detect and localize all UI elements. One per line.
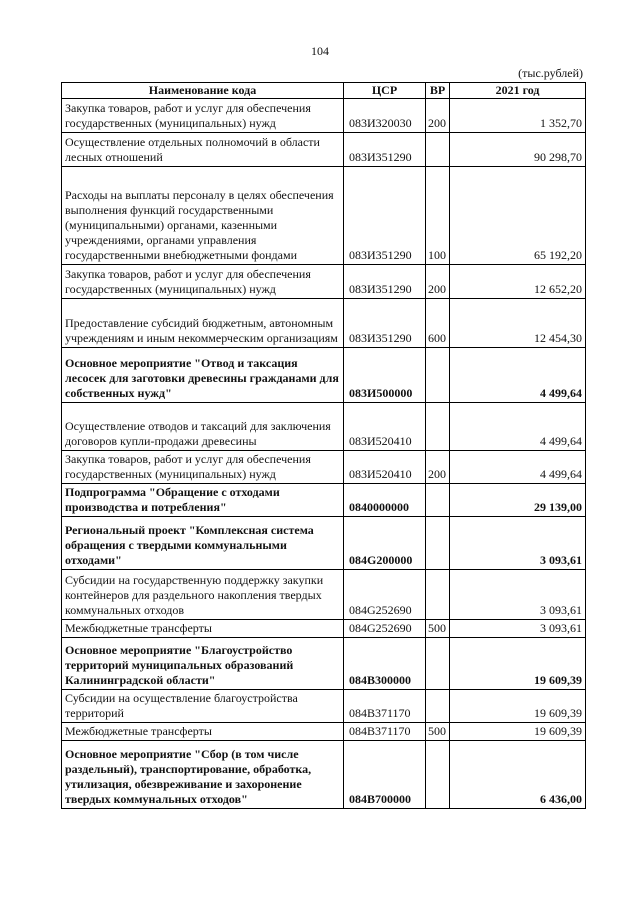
row-vr xyxy=(426,403,450,451)
row-name: Межбюджетные трансферты xyxy=(62,723,344,741)
row-amount: 3 093,61 xyxy=(450,570,586,620)
row-vr: 200 xyxy=(426,99,450,133)
row-vr xyxy=(426,690,450,723)
header-csr: ЦСР xyxy=(344,83,426,99)
row-csr: 084G252690 xyxy=(344,570,426,620)
row-name: Основное мероприятие "Благоустройство территорий муниципальных образований Калининградской области" xyxy=(62,638,344,690)
row-csr: 084G200000 xyxy=(344,517,426,570)
table-row xyxy=(62,133,586,167)
row-vr xyxy=(426,517,450,570)
row-amount: 3 093,61 xyxy=(450,620,586,638)
row-amount: 29 139,00 xyxy=(450,484,586,517)
table-row xyxy=(62,517,586,570)
row-csr: 083И351290 xyxy=(344,265,426,299)
row-csr: 084В700000 xyxy=(344,741,426,809)
table-row xyxy=(62,99,586,133)
row-csr: 084В300000 xyxy=(344,638,426,690)
header-year: 2021 год xyxy=(450,83,586,99)
row-csr: 083И520410 xyxy=(344,451,426,484)
row-csr: 083И351290 xyxy=(344,167,426,265)
budget-table xyxy=(61,82,586,809)
row-name: Региональный проект "Комплексная система обращения с твердыми коммунальными отходами" xyxy=(62,517,344,570)
row-name: Расходы на выплаты персоналу в целях обеспечения выполнения функций государственными (муниципальными) органами, казенными учреждениями, органами управления государственными внебюджетными фондами xyxy=(62,167,344,265)
row-vr xyxy=(426,348,450,403)
row-amount: 4 499,64 xyxy=(450,403,586,451)
row-amount: 1 352,70 xyxy=(450,99,586,133)
row-amount: 19 609,39 xyxy=(450,638,586,690)
row-vr: 500 xyxy=(426,620,450,638)
row-vr: 100 xyxy=(426,167,450,265)
row-vr xyxy=(426,741,450,809)
row-amount: 4 499,64 xyxy=(450,348,586,403)
table-row xyxy=(62,299,586,348)
row-amount: 65 192,20 xyxy=(450,167,586,265)
row-name: Закупка товаров, работ и услуг для обеспечения государственных (муниципальных) нужд xyxy=(62,265,344,299)
row-csr: 083И520410 xyxy=(344,403,426,451)
row-amount: 3 093,61 xyxy=(450,517,586,570)
row-csr: 083И351290 xyxy=(344,299,426,348)
table-row xyxy=(62,167,586,265)
units-label: (тыс.рублей) xyxy=(518,66,583,80)
row-vr: 200 xyxy=(426,265,450,299)
row-csr: 0840000000 xyxy=(344,484,426,517)
table-row xyxy=(62,723,586,741)
row-name: Основное мероприятие "Отвод и таксация лесосек для заготовки древесины гражданами для собственных нужд" xyxy=(62,348,344,403)
header-vr: ВР xyxy=(426,83,450,99)
row-name: Закупка товаров, работ и услуг для обеспечения государственных (муниципальных) нужд xyxy=(62,451,344,484)
row-name: Субсидии на государственную поддержку закупки контейнеров для раздельного накопления твердых коммунальных отходов xyxy=(62,570,344,620)
header-name: Наименование кода xyxy=(62,83,344,99)
row-amount: 90 298,70 xyxy=(450,133,586,167)
table-row xyxy=(62,570,586,620)
row-amount: 19 609,39 xyxy=(450,690,586,723)
row-vr: 200 xyxy=(426,451,450,484)
row-csr: 084В371170 xyxy=(344,723,426,741)
row-name: Осуществление отводов и таксаций для заключения договоров купли-продажи древесины xyxy=(62,403,344,451)
row-vr: 500 xyxy=(426,723,450,741)
row-amount: 12 652,20 xyxy=(450,265,586,299)
page-number: 104 xyxy=(311,44,329,58)
table-row xyxy=(62,741,586,809)
row-vr xyxy=(426,484,450,517)
table-row xyxy=(62,265,586,299)
table-header-row xyxy=(62,83,586,99)
row-csr: 083И351290 xyxy=(344,133,426,167)
table-row xyxy=(62,638,586,690)
row-amount: 19 609,39 xyxy=(450,723,586,741)
row-amount: 6 436,00 xyxy=(450,741,586,809)
table-row xyxy=(62,451,586,484)
row-name: Межбюджетные трансферты xyxy=(62,620,344,638)
row-vr: 600 xyxy=(426,299,450,348)
row-vr xyxy=(426,638,450,690)
row-amount: 4 499,64 xyxy=(450,451,586,484)
row-csr: 083И320030 xyxy=(344,99,426,133)
row-csr: 084G252690 xyxy=(344,620,426,638)
row-vr xyxy=(426,570,450,620)
row-csr: 084В371170 xyxy=(344,690,426,723)
table-row xyxy=(62,690,586,723)
table-row xyxy=(62,403,586,451)
table-row xyxy=(62,620,586,638)
row-csr: 083И500000 xyxy=(344,348,426,403)
table-row xyxy=(62,484,586,517)
row-name: Предоставление субсидий бюджетным, автономным учреждениям и иным некоммерческим организациям xyxy=(62,299,344,348)
row-name: Субсидии на осуществление благоустройства территорий xyxy=(62,690,344,723)
table-row xyxy=(62,348,586,403)
row-amount: 12 454,30 xyxy=(450,299,586,348)
row-name: Закупка товаров, работ и услуг для обеспечения государственных (муниципальных) нужд xyxy=(62,99,344,133)
row-vr xyxy=(426,133,450,167)
row-name: Основное мероприятие "Сбор (в том числе раздельный), транспортирование, обработка, утилизация, обезвреживание и захоронение твердых коммунальных отходов" xyxy=(62,741,344,809)
row-name: Подпрограмма "Обращение с отходами производства и потребления" xyxy=(62,484,344,517)
row-name: Осуществление отдельных полномочий в области лесных отношений xyxy=(62,133,344,167)
